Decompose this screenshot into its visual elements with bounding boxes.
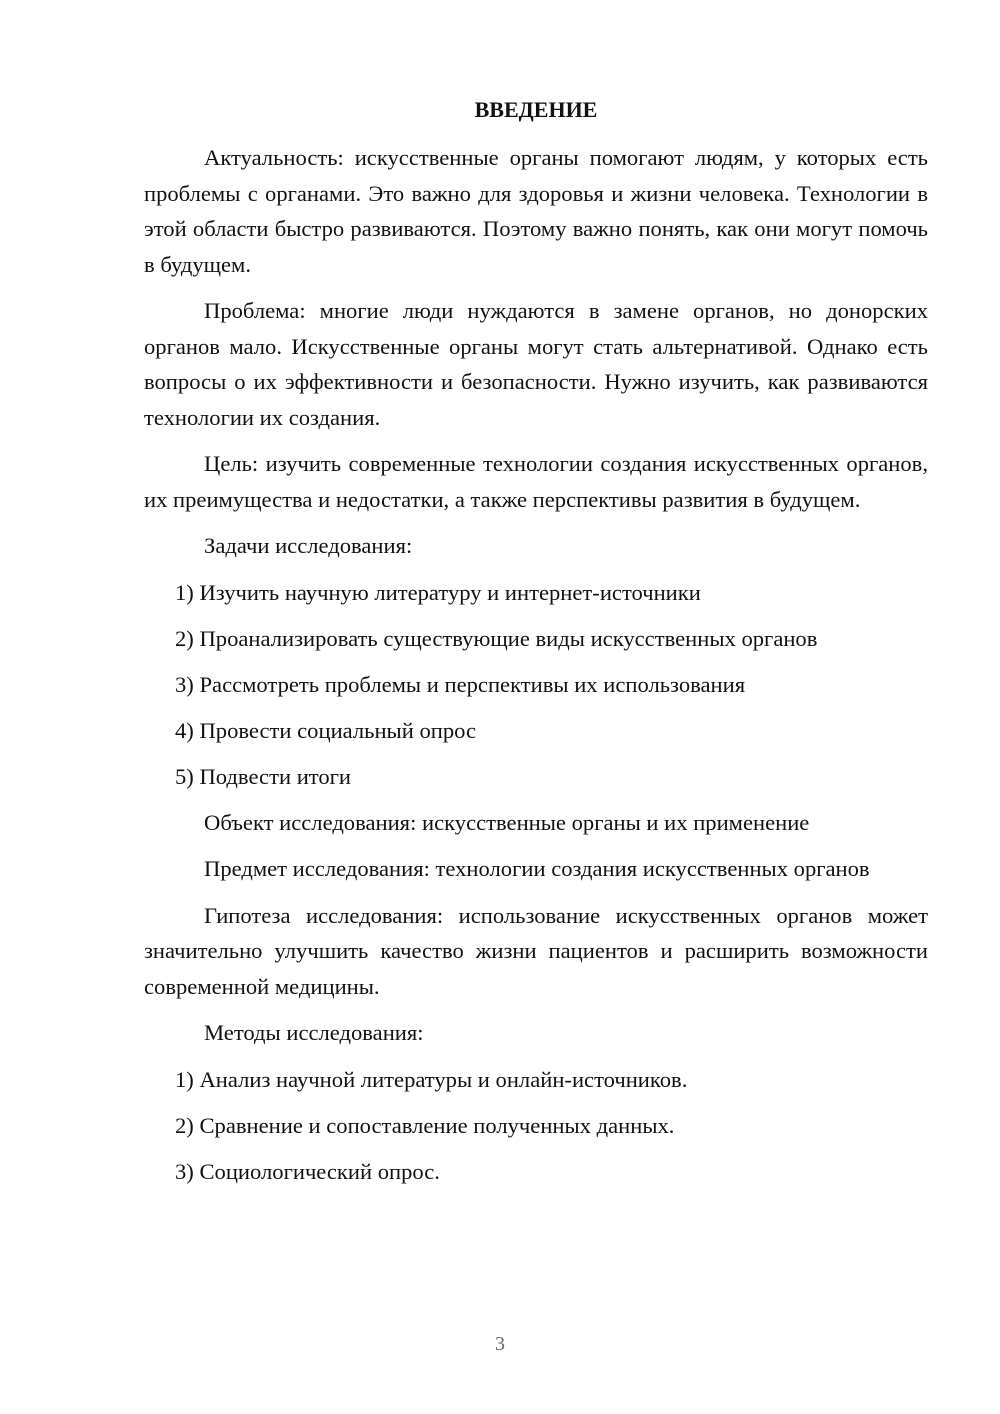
document-body xyxy=(144,88,928,1200)
object-paragraph: Объект исследования: искусственные органы и их применение xyxy=(204,809,810,835)
methods-heading: Методы исследования: xyxy=(204,1020,424,1045)
tasks-heading: Задачи исследования: xyxy=(204,533,413,558)
method-item: 1) Анализ научной литературы и онлайн-источников. xyxy=(175,1066,688,1092)
task-item: 5) Подвести итоги xyxy=(175,763,352,789)
section-title: ВВЕДЕНИЕ xyxy=(474,97,598,122)
methods-list xyxy=(144,1062,928,1190)
method-item: 3) Социологический опрос. xyxy=(175,1158,440,1184)
relevance-paragraph: Актуальность: искусственные органы помогают людям, у которых есть проблемы с органами. Это важно для здоровья и жизни человека. Технологии в этой области быстро развиваются. Поэтому важно понять, как они могут помочь в будущем. xyxy=(144,145,928,277)
subject-paragraph: Предмет исследования: технологии создания искусственных органов xyxy=(204,856,870,881)
tasks-list xyxy=(144,575,928,795)
goal-paragraph: Цель: изучить современные технологии создания искусственных органов, их преимущества и недостатки, а также перспективы развития в будущем. xyxy=(144,451,928,512)
task-item: 2) Проанализировать существующие виды искусственных органов xyxy=(175,625,818,651)
problem-paragraph: Проблема: многие люди нуждаются в замене органов, но донорских органов мало. Искусственные органы могут стать альтернативой. Однако есть вопросы о их эффективности и безопасности. Нужно изучить, как развиваются технологии их создания. xyxy=(144,298,928,430)
task-item: 1) Изучить научную литературу и интернет-источники xyxy=(175,579,701,605)
page-number: 3 xyxy=(495,1333,505,1355)
task-item: 4) Провести социальный опрос xyxy=(175,717,477,743)
method-item: 2) Сравнение и сопоставление полученных данных. xyxy=(175,1112,675,1138)
hypothesis-paragraph: Гипотеза исследования: использование искусственных органов может значительно улучшить качество жизни пациентов и расширить возможности современной медицины. xyxy=(144,902,928,999)
task-item: 3) Рассмотреть проблемы и перспективы их использования xyxy=(175,671,746,697)
